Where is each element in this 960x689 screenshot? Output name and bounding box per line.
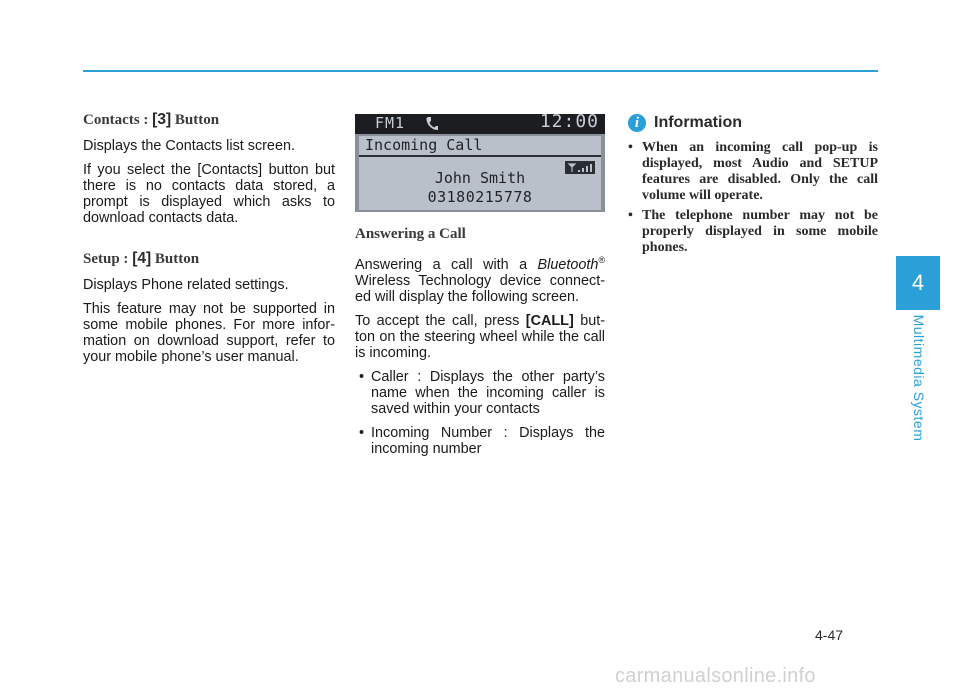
information-header — [628, 114, 878, 132]
list-item: • Caller : Displays the other party’s name when the incoming caller is saved within your contacts — [355, 369, 605, 417]
setup-text-2: This feature may not be supported in some mobile phones. For more infor-mation on download support, refer to your mobile phone’s user manual. — [83, 301, 335, 365]
list-item: • When an incoming call pop-up is displayed, most Audio and SETUP features are disabled. Only the call volume will operate. — [628, 140, 878, 204]
contacts-heading: Contacts : [3] Button — [83, 111, 220, 128]
chapter-tab: 4 — [896, 256, 940, 310]
phone-icon — [425, 116, 439, 132]
answering-text-2: To accept the call, press [CALL] but-ton on the steering wheel while the call is incoming. — [355, 312, 606, 361]
list-item: • Incoming Number : Displays the incoming number — [355, 425, 605, 457]
watermark: carmanualsonline.info — [615, 665, 816, 687]
list-item: • The telephone number may not be properly displayed in some mobile phones. — [628, 208, 878, 256]
information-icon: i — [628, 114, 646, 132]
incoming-call-screen — [355, 114, 605, 212]
incoming-call-title: Incoming Call — [365, 136, 483, 154]
screen-divider — [359, 155, 601, 157]
answering-text-1: Answering a call with a Bluetooth® Wireless Technology device connect-ed will display the following screen. — [355, 255, 605, 305]
top-rule — [83, 70, 878, 72]
page-number: 4-47 — [815, 627, 844, 643]
chapter-label: Multimedia System — [911, 314, 927, 442]
band-label: FM1 — [375, 114, 406, 132]
column-right — [628, 114, 878, 260]
contacts-text-2: If you select the [Contacts] button but there is no contacts data stored, a prompt is displayed which asks to download contacts data. — [83, 162, 335, 226]
screen-body — [359, 136, 601, 210]
contacts-text-1: Displays the Contacts list screen. — [83, 138, 295, 154]
caller-number: 03180215778 — [427, 188, 533, 206]
clock: 12:00 — [539, 114, 599, 132]
information-title: Information — [654, 114, 742, 131]
caller-name: John Smith — [434, 169, 526, 187]
setup-text-1: Displays Phone related settings. — [83, 277, 289, 293]
answering-list — [355, 369, 605, 457]
answering-heading: Answering a Call — [355, 226, 466, 242]
setup-heading: Setup : [4] Button — [83, 250, 200, 267]
information-list — [628, 140, 878, 256]
column-left — [83, 112, 335, 373]
column-middle — [355, 114, 605, 465]
